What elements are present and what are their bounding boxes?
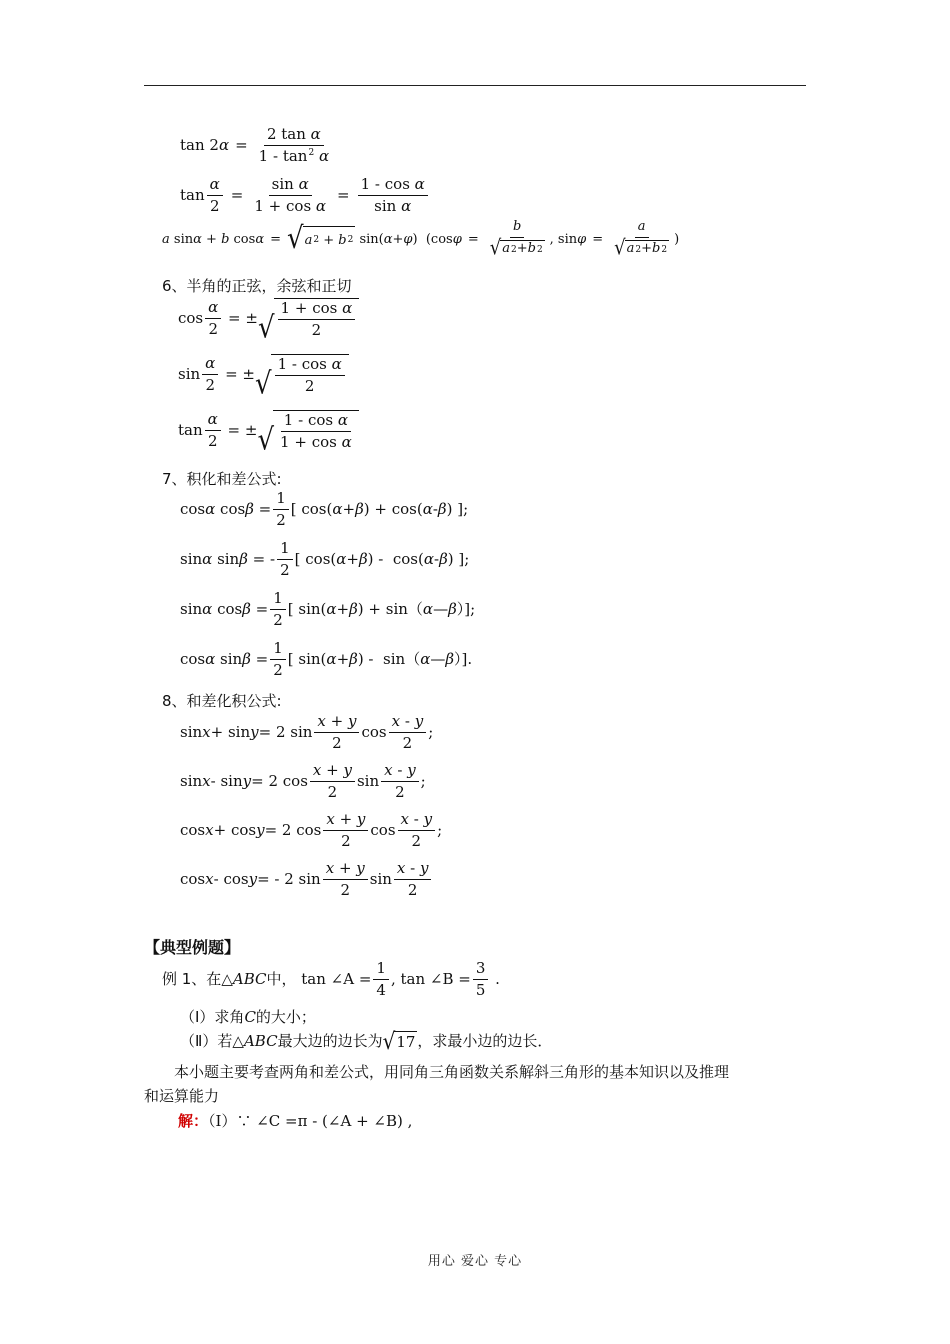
formula-auxiliary-angle: a sin α + b cos α = √ a 2 + b 2 sin( α + φ ) (cos φ = b √ a 2 + b 2 , sin φ = a √ a 2 + b 2 ) xyxy=(162,219,680,261)
example-intro: 例 1、在 △ABC 中， tan ∠A = $\frac{1}{4}$ , tan ∠B = $\frac{3}{5}$ . xyxy=(162,959,500,1000)
solution-label: 解： xyxy=(178,1112,209,1130)
example-note xyxy=(144,1060,808,1108)
formula-tan-double: tan 2 α = $\frac{\text{2 tan α}}{1 - \tan^2 \alpha}$ xyxy=(180,125,330,166)
formula-cos-sin: cos α sin β = $\frac{1}{2}$ [ sin( α + β ) - sin（ α — β ）]. xyxy=(180,639,473,680)
formula-cosx-minus-cosy: cos x - cos y = - 2 sin $\frac{x + y}{2}$ sin $\frac{x - y}{2}$ xyxy=(180,860,433,900)
example-part1: （Ⅰ）求角C的大小； xyxy=(180,1008,316,1026)
formula-tan-half-root: tan $\frac{\alpha}{2}$ = ± √ $\frac{\text{1 - cos α}}{\text{1 + cos α}}$ xyxy=(178,410,359,452)
page-footer: 用心 爱心 专心 xyxy=(427,1254,523,1269)
header-rule xyxy=(144,85,806,86)
section-half-angle: 6、半角的正弦，余弦和正切 xyxy=(162,277,352,295)
formula-sin-cos: sin α cos β = $\frac{1}{2}$ [ sin( α + β ) + sin（ α — β ）]; xyxy=(180,589,476,630)
formula-sinx-minus-siny: sin x - sin y = 2 cos $\frac{x + y}{2}$ sin $\frac{x - y}{2}$ ; xyxy=(180,761,426,802)
part2-label: （Ⅱ）若 xyxy=(180,1032,233,1050)
section-examples: 【典型例题】 xyxy=(144,938,241,957)
formula-cosx-plus-cosy: cos x + cos y = 2 cos $\frac{x + y}{2}$ cos $\frac{x - y}{2}$ ; xyxy=(180,810,443,851)
example-intro-mid: 中， xyxy=(266,970,297,989)
formula-sin-half: sin $\frac{\alpha}{2}$ = ± √ $\frac{\text{1 - cos α}}{2}$ xyxy=(178,354,349,396)
formula-sin-sin: sin α sin β = - $\frac{1}{2}$ [ cos( α + β ) - cos( α - β ) ]; xyxy=(180,539,470,580)
formula-cos-half: cos $\frac{\alpha}{2}$ = ± √ $\frac{\text{1 + cos α}}{2}$ xyxy=(178,298,359,340)
example-intro-prefix: 例 1、在 xyxy=(162,970,222,989)
section-product-to-sum: 7、积化和差公式: xyxy=(162,470,282,488)
note-line1: 本小题主要考查两角和差公式，用同角三角函数关系解斜三角形的基本知识以及推理 xyxy=(174,1063,730,1081)
part1-end: 的大小； xyxy=(255,1008,316,1026)
example-part2: （Ⅱ）若 △ABC 最大边的边长为 √ 17 ，求最小边的边长． xyxy=(180,1026,553,1055)
formula-sinx-plus-siny: sin x + sin y = 2 sin $\frac{x + y}{2}$ cos $\frac{x - y}{2}$ ; xyxy=(180,712,434,753)
solution-text: （Ⅰ）∵ ∠C =π - (∠A + ∠B) , xyxy=(208,1112,413,1130)
section-sum-to-product: 8、和差化积公式: xyxy=(162,692,282,710)
part2-end: ，求最小边的边长． xyxy=(417,1032,553,1050)
formula-cos-cos: cos α cos β = $\frac{1}{2}$ [ cos( α + β ) + cos( α - β ) ]; xyxy=(180,489,469,530)
formula-tan-half: tan $\frac{\alpha}{2}$ = $\frac{\text{sin α}}{\text{1 + cos α}}$ = $\frac{\text{1 - cos α}}{\text{sin α}}$ xyxy=(180,176,430,216)
part1-label: （Ⅰ）求角 xyxy=(180,1008,245,1026)
solution-line xyxy=(178,1110,412,1131)
part2-mid: 最大边的边长为 xyxy=(277,1032,383,1050)
note-line2: 和运算能力 xyxy=(144,1087,220,1105)
